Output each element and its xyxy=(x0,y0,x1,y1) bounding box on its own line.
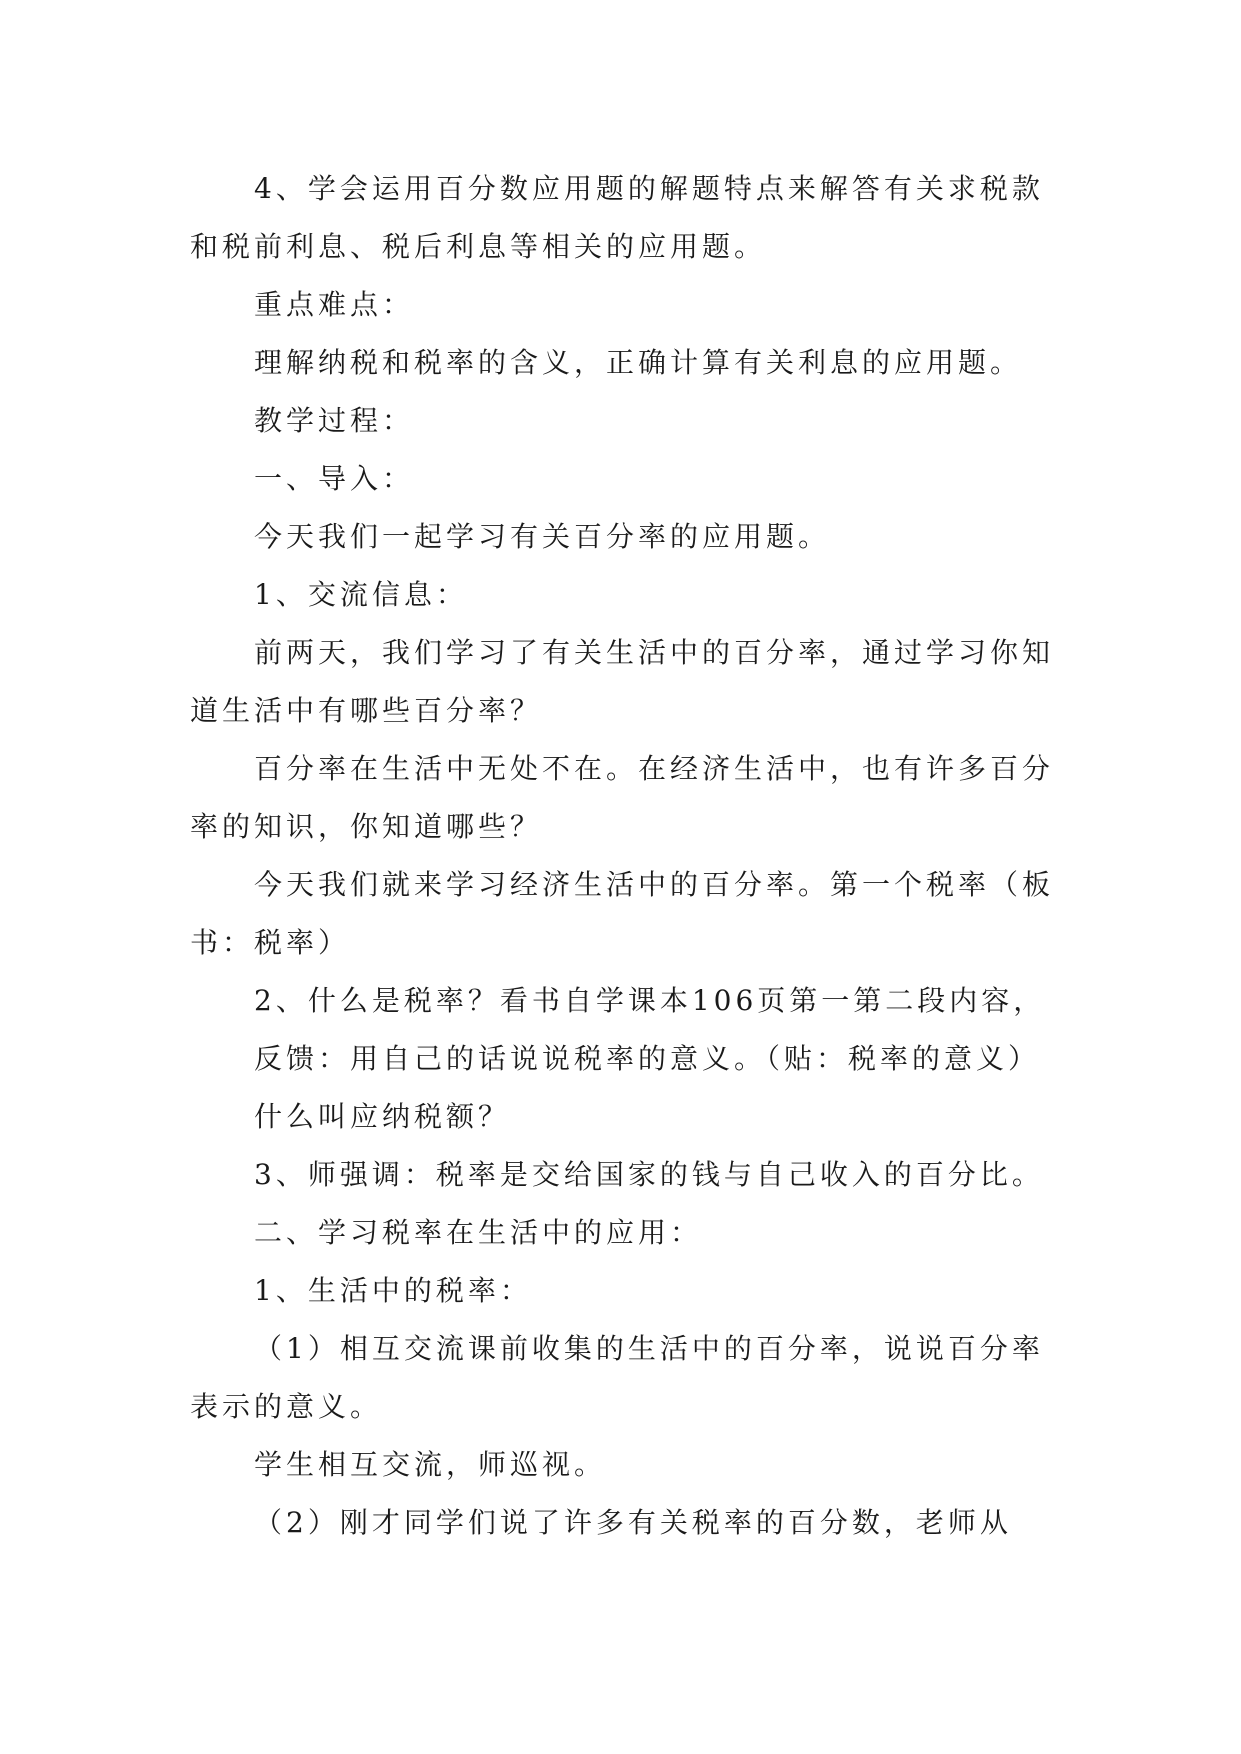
paragraph: 二、学习税率在生活中的应用： xyxy=(254,1216,703,1249)
paragraph: 前两天，我们学习了有关生活中的百分率，通过学习你知道生活中有哪些百分率？ xyxy=(190,636,1055,727)
paragraph: 2、什么是税率？看书自学课本106页第一第二段内容， xyxy=(254,984,1046,1017)
paragraph: （1）相互交流课前收集的生活中的百分率，说说百分率表示的意义。 xyxy=(190,1332,1044,1423)
paragraph: 教学过程： xyxy=(254,404,415,437)
paragraph: 1、生活中的税率： xyxy=(254,1274,532,1307)
paragraph: 一、导入： xyxy=(254,462,415,495)
paragraph: 百分率在生活中无处不在。在经济生活中，也有许多百分率的知识，你知道哪些？ xyxy=(190,752,1055,843)
paragraph: 反馈：用自己的话说说税率的意义。（贴：税率的意义） xyxy=(254,1042,1041,1075)
paragraph: 今天我们一起学习有关百分率的应用题。 xyxy=(254,520,831,553)
paragraph: 1、交流信息： xyxy=(254,578,468,611)
document-body xyxy=(190,160,1070,1552)
paragraph: 什么叫应纳税额？ xyxy=(254,1100,511,1133)
paragraph: （2）刚才同学们说了许多有关税率的百分数，老师从 xyxy=(254,1506,1012,1539)
paragraph: 今天我们就来学习经济生活中的百分率。第一个税率（板书：税率） xyxy=(190,868,1055,959)
paragraph: 理解纳税和税率的含义，正确计算有关利息的应用题。 xyxy=(254,346,1023,379)
paragraph: 学生相互交流，师巡视。 xyxy=(254,1448,607,1481)
paragraph: 3、师强调：税率是交给国家的钱与自己收入的百分比。 xyxy=(254,1158,1044,1191)
paragraph: 4、学会运用百分数应用题的解题特点来解答有关求税款和税前利息、税后利息等相关的应用题。 xyxy=(190,172,1044,263)
paragraph: 重点难点： xyxy=(254,288,415,321)
